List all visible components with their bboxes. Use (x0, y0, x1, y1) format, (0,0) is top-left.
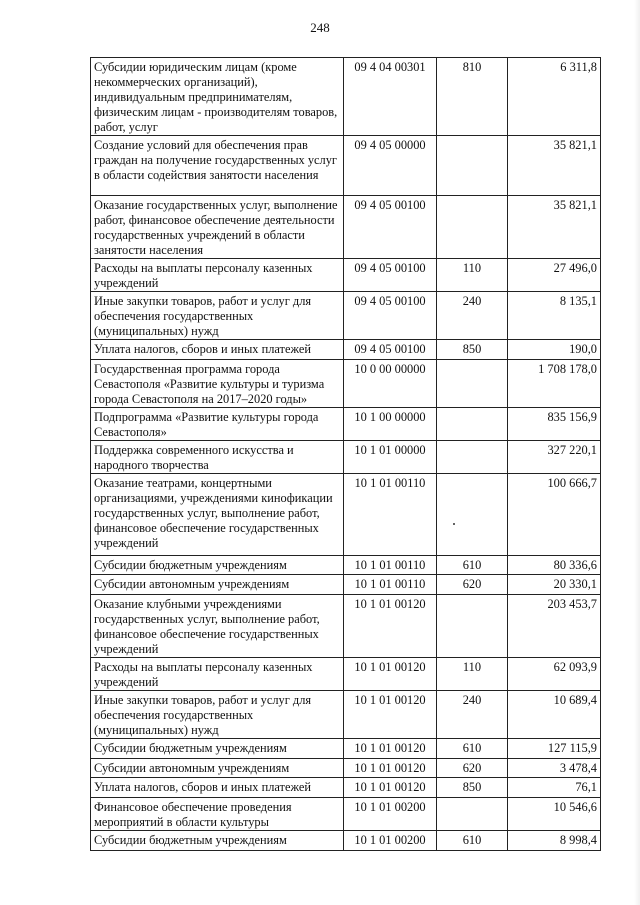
row-vr-cell (437, 474, 508, 556)
row-code-cell: 10 1 01 00120 (344, 691, 437, 739)
row-sum-cell: 10 546,6 (508, 798, 601, 831)
row-code-cell: 10 1 01 00110 (344, 474, 437, 556)
row-sum-cell: 35 821,1 (508, 196, 601, 259)
page-number: 248 (310, 20, 330, 35)
row-sum-cell: 80 336,6 (508, 556, 601, 575)
row-vr-cell: 620 (437, 575, 508, 595)
row-vr-cell: 610 (437, 739, 508, 759)
row-code-cell: 09 4 05 00100 (344, 259, 437, 292)
row-vr-cell: 620 (437, 759, 508, 778)
row-sum-cell: 203 453,7 (508, 595, 601, 658)
table-row (91, 441, 601, 474)
table-row (91, 360, 601, 408)
row-vr-cell: 810 (437, 58, 508, 136)
row-name-cell: Создание условий для обеспечения прав граждан на получение государственных услуг в области содействия занятости населения (91, 136, 344, 196)
budget-table-body (91, 58, 601, 851)
row-name-cell: Подпрограмма «Развитие культуры города Севастополя» (91, 408, 344, 441)
row-vr-cell (437, 408, 508, 441)
table-row (91, 58, 601, 136)
table-row (91, 691, 601, 739)
row-vr-cell: 850 (437, 340, 508, 360)
row-sum-cell: 327 220,1 (508, 441, 601, 474)
row-name-cell: Оказание государственных услуг, выполнение работ, финансовое обеспечение деятельности государственных учреждений в области занятости населения (91, 196, 344, 259)
row-code-cell: 09 4 05 00100 (344, 196, 437, 259)
row-name-cell: Оказание театрами, концертными организациями, учреждениями кинофикации государственных услуг, выполнение работ, финансовое обеспечение государственных учреждений (91, 474, 344, 556)
table-row (91, 136, 601, 196)
row-code-cell: 09 4 05 00000 (344, 136, 437, 196)
row-code-cell: 10 1 01 00110 (344, 556, 437, 575)
table-row (91, 778, 601, 798)
row-name-cell: Уплата налогов, сборов и иных платежей (91, 778, 344, 798)
row-code-cell: 10 1 01 00000 (344, 441, 437, 474)
row-sum-cell: 20 330,1 (508, 575, 601, 595)
row-code-cell: 10 1 01 00110 (344, 575, 437, 595)
row-name-cell: Финансовое обеспечение проведения мероприятий в области культуры (91, 798, 344, 831)
row-vr-cell (437, 136, 508, 196)
row-code-cell: 09 4 05 00100 (344, 340, 437, 360)
row-sum-cell: 3 478,4 (508, 759, 601, 778)
row-code-cell: 10 1 00 00000 (344, 408, 437, 441)
row-code-cell: 10 0 00 00000 (344, 360, 437, 408)
row-code-cell: 10 1 01 00200 (344, 831, 437, 851)
row-vr-cell: 850 (437, 778, 508, 798)
row-vr-cell: 240 (437, 691, 508, 739)
row-sum-cell: 6 311,8 (508, 58, 601, 136)
row-name-cell: Государственная программа города Севастополя «Развитие культуры и туризма города Севастополя на 2017–2020 годы» (91, 360, 344, 408)
row-vr-cell: 610 (437, 556, 508, 575)
row-code-cell: 10 1 01 00120 (344, 778, 437, 798)
row-name-cell: Субсидии бюджетным учреждениям (91, 556, 344, 575)
row-vr-cell: 240 (437, 292, 508, 340)
row-vr-cell (437, 441, 508, 474)
table-row (91, 292, 601, 340)
row-name-cell: Субсидии бюджетным учреждениям (91, 739, 344, 759)
row-sum-cell: 835 156,9 (508, 408, 601, 441)
row-code-cell: 10 1 01 00200 (344, 798, 437, 831)
row-sum-cell: 35 821,1 (508, 136, 601, 196)
row-sum-cell: 8 135,1 (508, 292, 601, 340)
row-sum-cell: 127 115,9 (508, 739, 601, 759)
scan-edge (634, 0, 640, 905)
table-row (91, 831, 601, 851)
row-code-cell: 10 1 01 00120 (344, 595, 437, 658)
row-name-cell: Оказание клубными учреждениями государственных услуг, выполнение работ, финансовое обеспечение государственных учреждений (91, 595, 344, 658)
table-row (91, 595, 601, 658)
row-code-cell: 10 1 01 00120 (344, 739, 437, 759)
row-vr-cell (437, 798, 508, 831)
table-row (91, 196, 601, 259)
row-name-cell: Расходы на выплаты персоналу казенных учреждений (91, 658, 344, 691)
row-vr-cell (437, 360, 508, 408)
row-sum-cell: 100 666,7 (508, 474, 601, 556)
table-row (91, 340, 601, 360)
row-name-cell: Субсидии автономным учреждениям (91, 575, 344, 595)
row-sum-cell: 1 708 178,0 (508, 360, 601, 408)
row-name-cell: Субсидии бюджетным учреждениям (91, 831, 344, 851)
table-row (91, 798, 601, 831)
row-name-cell: Уплата налогов, сборов и иных платежей (91, 340, 344, 360)
row-vr-cell (437, 196, 508, 259)
row-code-cell: 10 1 01 00120 (344, 658, 437, 691)
row-sum-cell: 76,1 (508, 778, 601, 798)
row-vr-cell: 110 (437, 259, 508, 292)
row-sum-cell: 62 093,9 (508, 658, 601, 691)
table-row (91, 739, 601, 759)
table-row (91, 658, 601, 691)
row-sum-cell: 10 689,4 (508, 691, 601, 739)
row-code-cell: 09 4 04 00301 (344, 58, 437, 136)
table-row (91, 575, 601, 595)
row-vr-cell: 610 (437, 831, 508, 851)
row-name-cell: Иные закупки товаров, работ и услуг для обеспечения государственных (муниципальных) нужд (91, 691, 344, 739)
row-name-cell: Субсидии автономным учреждениям (91, 759, 344, 778)
row-code-cell: 09 4 05 00100 (344, 292, 437, 340)
row-sum-cell: 8 998,4 (508, 831, 601, 851)
budget-table (90, 57, 601, 851)
row-name-cell: Расходы на выплаты персоналу казенных учреждений (91, 259, 344, 292)
row-sum-cell: 27 496,0 (508, 259, 601, 292)
row-name-cell: Иные закупки товаров, работ и услуг для обеспечения государственных (муниципальных) нужд (91, 292, 344, 340)
row-vr-cell: 110 (437, 658, 508, 691)
table-row (91, 759, 601, 778)
scan-speck (453, 523, 455, 525)
table-row (91, 408, 601, 441)
row-sum-cell: 190,0 (508, 340, 601, 360)
row-name-cell: Субсидии юридическим лицам (кроме некоммерческих организаций), индивидуальным предпринимателям, физическим лицам - производителям товаров, работ, услуг (91, 58, 344, 136)
row-vr-cell (437, 595, 508, 658)
table-row (91, 259, 601, 292)
table-row (91, 556, 601, 575)
row-name-cell: Поддержка современного искусства и народного творчества (91, 441, 344, 474)
table-row (91, 474, 601, 556)
row-code-cell: 10 1 01 00120 (344, 759, 437, 778)
